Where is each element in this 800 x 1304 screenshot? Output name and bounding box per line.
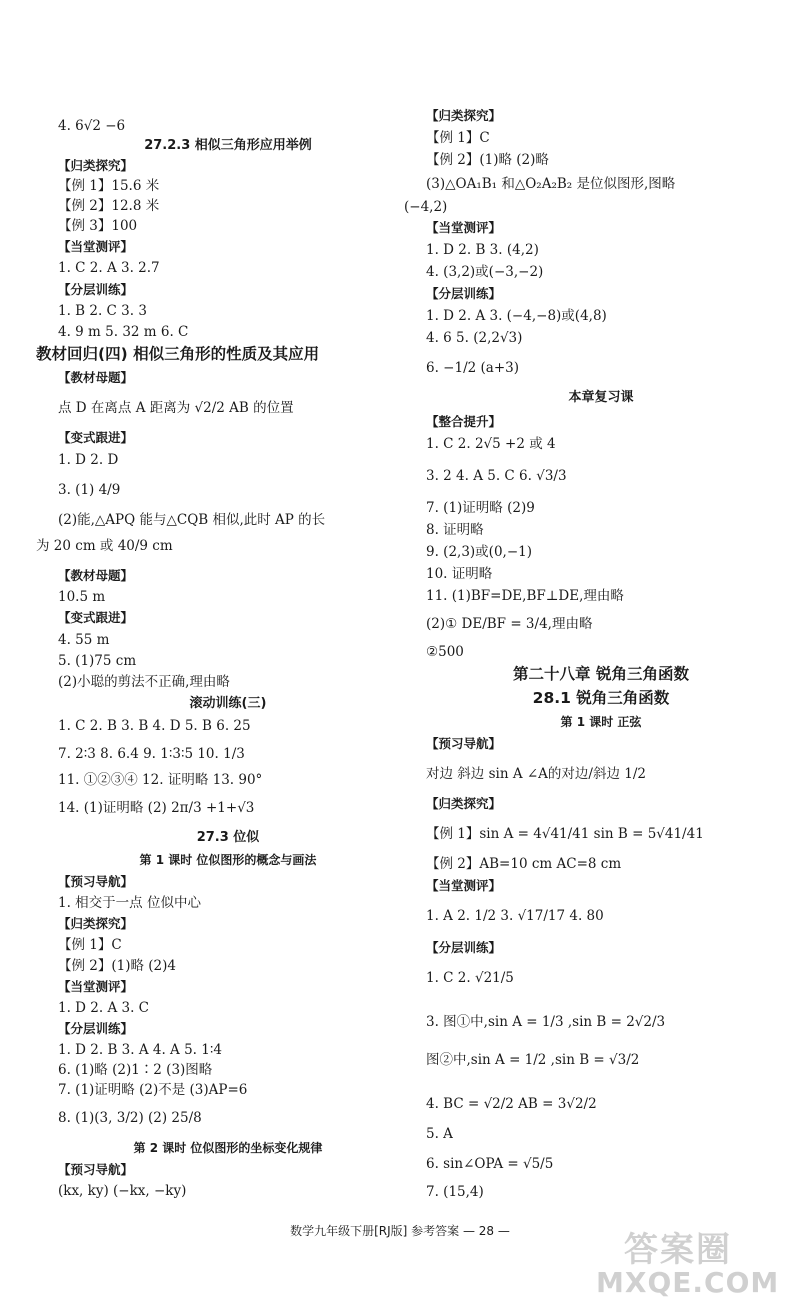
left-line: 【例 3】100 — [58, 218, 138, 234]
right-line: 第 1 课时 正弦 — [560, 715, 642, 729]
left-line: 4. 6√2 −6 — [58, 118, 126, 134]
left-line: 【变式跟进】 — [58, 430, 134, 445]
right-line: 4. 6 5. (2,2√3) — [426, 330, 523, 346]
left-line: (2)小聪的剪法不正确,理由略 — [58, 674, 230, 690]
right-line: 【分层训练】 — [426, 286, 502, 301]
right-line: 1. C 2. √21/5 — [426, 970, 514, 986]
right-line: 【例 2】(1)略 (2)略 — [426, 152, 549, 168]
left-line: 点 D 在离点 A 距离为 √2/2 AB 的位置 — [58, 400, 294, 416]
right-line: 6. −1/2 (a+3) — [426, 360, 519, 376]
right-line: 1. D 2. A 3. (−4,−8)或(4,8) — [426, 308, 607, 324]
left-line: 6. (1)略 (2)1∶2 (3)图略 — [58, 1062, 213, 1078]
left-line: 3. (1) 4/9 — [58, 482, 121, 498]
left-line: 第 1 课时 位似图形的概念与画法 — [139, 853, 317, 867]
watermark-top-text: 答案圈 — [624, 1230, 732, 1270]
right-line: (2)① DE/BF = 3/4,理由略 — [426, 616, 593, 632]
left-line: 27.2.3 相似三角形应用举例 — [144, 138, 312, 153]
left-line: 7. (1)证明略 (2)不是 (3)AP=6 — [58, 1082, 248, 1098]
right-line: 8. 证明略 — [426, 522, 484, 538]
right-line: 【例 2】AB=10 cm AC=8 cm — [426, 856, 622, 872]
right-line: 28.1 锐角三角函数 — [532, 689, 670, 707]
right-line: (3)△OA₁B₁ 和△O₂A₂B₂ 是位似图形,图略 — [426, 176, 676, 192]
left-line: 27.3 位似 — [196, 830, 260, 845]
left-line: 14. (1)证明略 (2) 2π/3 +1+√3 — [58, 800, 255, 816]
right-line: 7. (15,4) — [426, 1184, 484, 1200]
left-line: 【分层训练】 — [58, 282, 134, 297]
left-line: 【例 2】(1)略 (2)4 — [58, 958, 177, 974]
left-line: 1. C 2. B 3. B 4. D 5. B 6. 25 — [58, 718, 251, 734]
right-line: 第二十八章 锐角三角函数 — [513, 665, 689, 683]
right-line: 【归类探究】 — [426, 108, 502, 123]
left-line: 【当堂测评】 — [58, 239, 134, 254]
left-line: 1. D 2. B 3. A 4. A 5. 1∶4 — [58, 1042, 222, 1058]
right-line: 5. A — [426, 1126, 453, 1142]
right-line: 3. 2 4. A 5. C 6. √3/3 — [426, 468, 567, 484]
left-line: 1. B 2. C 3. 3 — [58, 303, 147, 319]
right-line: 【预习导航】 — [426, 736, 502, 751]
right-line: 本章复习课 — [568, 390, 634, 405]
right-line: 【整合提升】 — [426, 414, 502, 429]
left-line: 【预习导航】 — [58, 874, 134, 889]
left-line: 【例 2】12.8 米 — [58, 198, 160, 214]
left-line: 滚动训练(三) — [189, 696, 267, 711]
left-line: 1. 相交于一点 位似中心 — [58, 895, 201, 911]
left-line: 【归类探究】 — [58, 916, 134, 931]
right-line: 9. (2,3)或(0,−1) — [426, 544, 532, 560]
right-line: 对边 斜边 sin A ∠A的对边/斜边 1/2 — [426, 766, 646, 782]
right-line: 1. A 2. 1/2 3. √17/17 4. 80 — [426, 908, 604, 924]
right-line: 4. BC = √2/2 AB = 3√2/2 — [426, 1096, 597, 1112]
left-line: 7. 2∶3 8. 6.4 9. 1∶3∶5 10. 1/3 — [58, 746, 245, 762]
left-line: 【例 1】15.6 米 — [58, 178, 160, 194]
right-line: 10. 证明略 — [426, 566, 493, 582]
left-line: 4. 9 m 5. 32 m 6. C — [58, 324, 189, 340]
left-line: 8. (1)(3, 3/2) (2) 25/8 — [58, 1110, 202, 1126]
left-line: 【变式跟进】 — [58, 610, 134, 625]
left-line: 4. 55 m — [58, 632, 110, 648]
page-footer: 数学九年级下册[RJ版] 参考答案 — 28 — — [290, 1224, 510, 1238]
right-line: 1. D 2. B 3. (4,2) — [426, 242, 539, 258]
right-line: 7. (1)证明略 (2)9 — [426, 500, 535, 516]
left-line: 【教材母题】 — [58, 370, 134, 385]
right-line: 【分层训练】 — [426, 940, 502, 955]
left-line: 教材回归(四) 相似三角形的性质及其应用 — [36, 345, 320, 363]
watermark-logo — [560, 1222, 790, 1300]
left-line: 10.5 m — [58, 589, 106, 605]
right-line: (−4,2) — [404, 199, 448, 215]
right-line: 4. (3,2)或(−3,−2) — [426, 264, 544, 280]
left-line: (2)能,△APQ 能与△CQB 相似,此时 AP 的长 — [58, 512, 326, 528]
left-line: (kx, ky) (−kx, −ky) — [58, 1183, 187, 1199]
left-line: 5. (1)75 cm — [58, 653, 137, 669]
left-line: 【例 1】C — [58, 937, 122, 953]
right-line: 3. 图①中,sin A = 1/3 ,sin B = 2√2/3 — [426, 1014, 666, 1030]
right-line: 【当堂测评】 — [426, 220, 502, 235]
left-line: 1. D 2. A 3. C — [58, 1000, 149, 1016]
right-line: ②500 — [426, 644, 464, 660]
left-line: 【分层训练】 — [58, 1021, 134, 1036]
left-line: 为 20 cm 或 40/9 cm — [36, 538, 173, 554]
left-line: 【当堂测评】 — [58, 979, 134, 994]
left-line: 11. ①②③④ 12. 证明略 13. 90° — [58, 772, 263, 788]
right-line: 【当堂测评】 — [426, 878, 502, 893]
right-line: 【例 1】sin A = 4√41/41 sin B = 5√41/41 — [426, 826, 704, 842]
left-line: 【教材母题】 — [58, 568, 134, 583]
right-line: 1. C 2. 2√5 +2 或 4 — [426, 436, 556, 452]
left-line: 第 2 课时 位似图形的坐标变化规律 — [133, 1141, 323, 1155]
right-line: 【归类探究】 — [426, 796, 502, 811]
right-line: 6. sin∠OPA = √5/5 — [426, 1156, 554, 1172]
left-line: 1. D 2. D — [58, 452, 119, 468]
left-line: 1. C 2. A 3. 2.7 — [58, 260, 160, 276]
right-line: 【例 1】C — [426, 130, 490, 146]
left-line: 【预习导航】 — [58, 1162, 134, 1177]
right-line: 11. (1)BF=DE,BF⊥DE,理由略 — [426, 588, 624, 604]
left-line: 【归类探究】 — [58, 158, 134, 173]
watermark-bottom-text: MXQE.COM — [596, 1266, 780, 1299]
right-line: 图②中,sin A = 1/2 ,sin B = √3/2 — [426, 1052, 640, 1068]
